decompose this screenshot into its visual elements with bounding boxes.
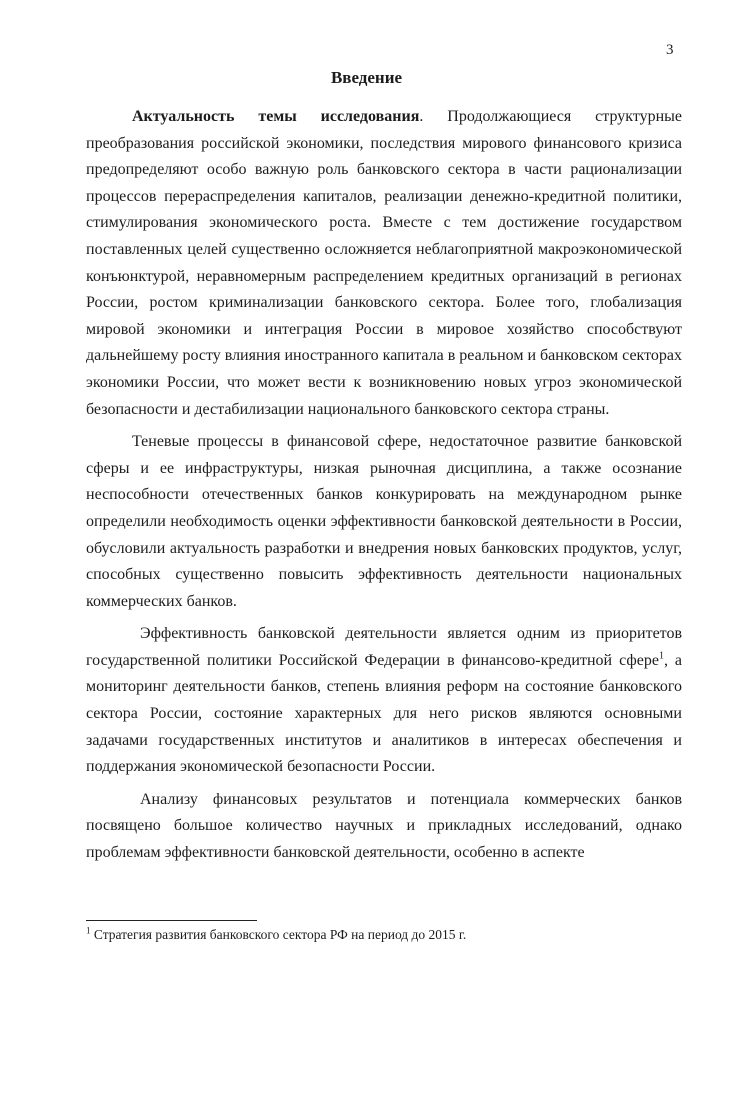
footnote <box>86 926 682 944</box>
paragraph-2: Теневые процессы в финансовой сфере, недостаточное развитие банковской сферы и ее инфраструктуры, низкая рыночная дисциплина, а также осознание неспособности отечественных банков конкурировать на международном рынке определили необходимость оценки эффективности банковской деятельности в России, обусловили актуальность разработки и внедрения новых банковских продуктов, услуг, способных существенно повысить эффективность деятельности национальных коммерческих банков. <box>86 433 682 610</box>
section-heading: Введение <box>330 68 403 87</box>
paragraph-1 <box>86 104 682 423</box>
footnote-marker: 1 <box>86 925 91 936</box>
paragraph-4: Анализу финансовых результатов и потенциала коммерческих банков посвящено большое количество научных и прикладных исследований, однако проблемам эффективности банковской деятельности, особенно в аспекте <box>86 790 682 862</box>
paragraph-text: . Продолжающиеся структурные преобразования российской экономики, последствия мирового финансового кризиса предопределяют особо важную роль банковского сектора в части рационализации процессов перераспределения капиталов, реализации денежно-кредитной политики, стимулирования экономического роста. Вместе с тем достижение государством поставленных целей существенно осложняется неблагоприятной макроэкономической конъюнктурой, неравномерным распределением кредитных организаций в регионах России, ростом криминализации банковского сектора. Более того, глобализация мировой экономики и интеграция России в мировое хозяйство способствуют дальнейшему росту влияния иностранного капитала в реальном и банковском секторах экономики России, что может вести к возникновению новых угроз экономической безопасности и дестабилизации национального банковского сектора страны. <box>86 108 683 418</box>
body-text <box>86 104 682 873</box>
footnote-text: Стратегия развития банковского сектора РФ на период до 2015 г. <box>90 927 467 942</box>
paragraph-3 <box>86 621 682 781</box>
paragraph-text-before: Эффективность банковской деятельности является одним из приоритетов государственной политики Российской Федерации в финансово-кредитной сфере <box>86 625 682 669</box>
footnote-separator <box>86 920 257 921</box>
footnote-reference[interactable]: 1 <box>658 650 664 662</box>
paragraph-text-after: , а мониторинг деятельности банков, степень влияния реформ на состояние банковского сектора России, состояние характерных для него рисков являются основными задачами государственных институтов и аналитиков в интересах обеспечения и поддержания экономической безопасности России. <box>86 651 682 776</box>
page-number: 3 <box>666 42 674 58</box>
paragraph-lead: Актуальность темы исследования <box>132 108 420 125</box>
